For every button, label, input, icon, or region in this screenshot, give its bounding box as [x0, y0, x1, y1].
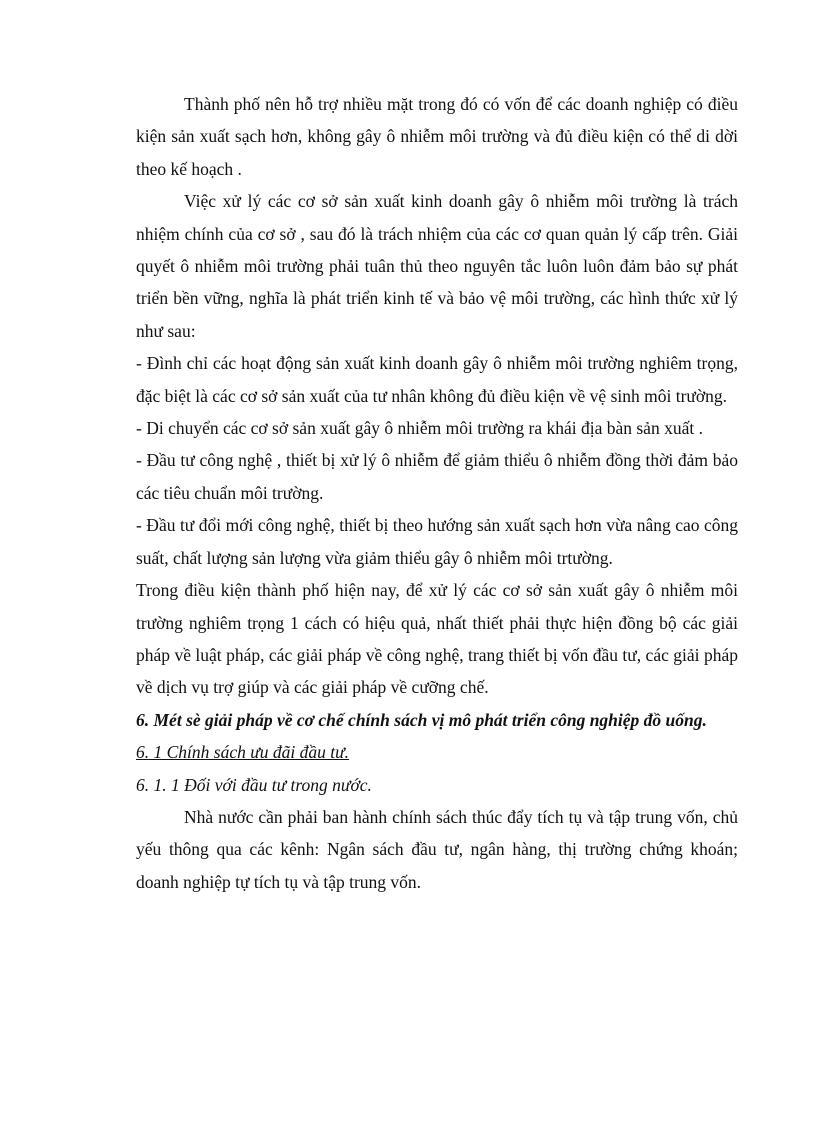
bullet-invest-innovation: - Đầu tư đổi mới công nghệ, thiết bị theo hướng sản xuất sạch hơn vừa nâng cao công suất, chất lượng sản lượng vừa giảm thiểu gây ô nhiễm môi trtường.: [136, 515, 738, 568]
paragraph-capital-policy: Nhà nước cần phải ban hành chính sách thúc đẩy tích tụ và tập trung vốn, chủ yếu thông qua các kênh: Ngân sách đầu tư, ngân hàng, thị trường chứng khoán; doanh nghiệp tự tích tụ và tập trung vốn.: [136, 806, 738, 892]
document-page: [136, 88, 738, 898]
section-heading-6: 6. Mét sè giải pháp về cơ chế chính sách vị mô phát triển công nghiệp đồ uống.: [136, 709, 707, 730]
section-heading-6-1-1: 6. 1. 1 Đối với đầu tư trong nước.: [136, 774, 372, 795]
paragraph-current-conditions: Trong điều kiện thành phố hiện nay, để xử lý các cơ sở sản xuất gây ô nhiễm môi trường nghiêm trọng 1 cách có hiệu quả, nhất thiết phải thực hiện đồng bộ các giải pháp về luật pháp, các giải pháp về công nghệ, trang thiết bị vốn đầu tư, các giải pháp về dịch vụ trợ giúp và các giải pháp về cưỡng chế.: [136, 580, 738, 698]
bullet-invest-treatment: - Đầu tư công nghệ , thiết bị xử lý ô nhiễm để giảm thiểu ô nhiễm đồng thời đảm bảo các tiêu chuẩn môi trường.: [136, 450, 738, 503]
section-heading-6-1: 6. 1 Chính sách ưu đãi đầu tư.: [136, 742, 350, 763]
bullet-suspend-operations: - Đình chỉ các hoạt động sản xuất kinh doanh gây ô nhiễm môi trường nghiêm trọng, đặc biệt là các cơ sở sản xuất của tư nhân không đủ điều kiện về vệ sinh môi trường.: [136, 353, 738, 406]
paragraph-pollution-handling: Việc xử lý các cơ sở sản xuất kinh doanh gây ô nhiễm môi trường là trách nhiệm chính của cơ sở , sau đó là trách nhiệm của các cơ quan quản lý cấp trên. Giải quyết ô nhiễm môi trường phải tuân thủ theo nguyên tắc luôn luôn đảm bảo sự phát triển bền vững, nghĩa là phát triển kinh tế và bảo vệ môi trường, các hình thức xử lý như sau:: [136, 191, 738, 341]
bullet-relocate-facilities: - Di chuyển các cơ sở sản xuất gây ô nhiễm môi trường ra khái địa bàn sản xuất .: [136, 418, 703, 439]
paragraph-city-support: Thành phố nên hỗ trợ nhiều mặt trong đó có vốn để các doanh nghiệp có điều kiện sản xuất sạch hơn, không gây ô nhiễm môi trường và đủ điều kiện có thể di dời theo kế hoạch .: [136, 94, 738, 179]
